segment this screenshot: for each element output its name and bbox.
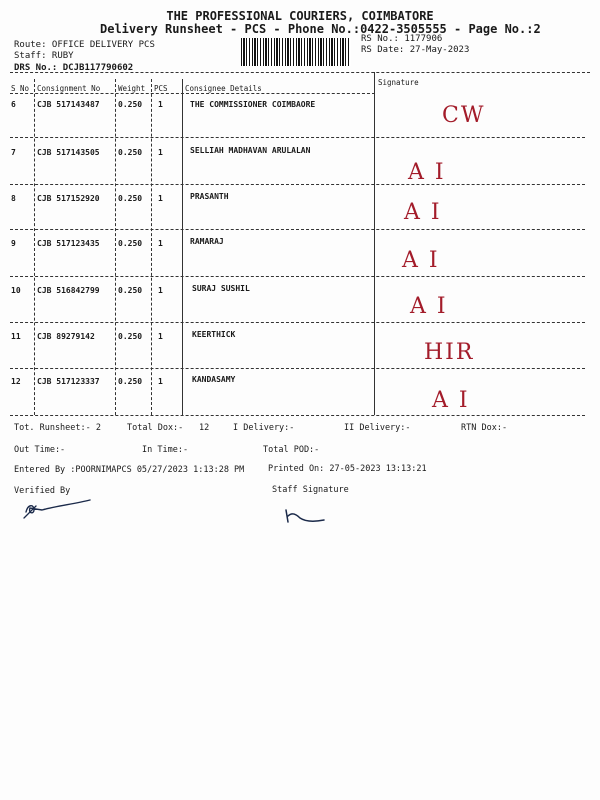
col-sep-5 [374,72,375,415]
row-divider [10,322,585,323]
row-consignee: SURAJ SUSHIL [192,284,250,293]
row-weight: 0.250 [118,239,143,248]
rs-date: RS Date: 27-May-2023 [361,45,470,55]
row-pcs: 1 [158,194,163,203]
row-sno: 7 [11,148,16,157]
row-pcs: 1 [158,148,163,157]
row-pcs: 1 [158,377,163,386]
runsheet-subtitle: Delivery Runsheet - PCS - Phone No.:0422-3505555 - Page No.:2 [100,22,541,36]
in-time: In Time:- [142,445,189,455]
row-sno: 12 [11,377,21,386]
row-divider [10,229,585,230]
table-bottom-rule [10,415,585,416]
row-signature: HIR [424,340,475,365]
row-divider [10,276,585,277]
row-weight: 0.250 [118,148,143,157]
row-divider [10,137,585,138]
row-pcs: 1 [158,100,163,109]
row-signature: A I [404,200,442,225]
row-pcs: 1 [158,332,163,341]
verified-by-label: Verified By [14,486,71,496]
row-consignment: CJB 517123435 [37,239,100,248]
row-weight: 0.250 [118,377,143,386]
col-sno: S No [11,84,30,93]
barcode-image [241,38,351,66]
row-signature: CW [442,103,486,128]
row-consignment: CJB 517123337 [37,377,100,386]
verifier-signature-scribble [22,496,94,520]
rtn-dox: RTN Dox:- [461,423,508,433]
staff-signature-scribble [282,506,330,526]
row-sno: 10 [11,286,21,295]
row-pcs: 1 [158,239,163,248]
col-pcs: PCS [154,84,168,93]
printed-on: Printed On: 27-05-2023 13:13:21 [268,464,427,474]
row-signature: A I [410,294,448,319]
row-signature: A I [432,388,470,413]
row-consignment: CJB 89279142 [37,332,95,341]
total-dox-label: Total Dox:- [127,423,184,433]
staff-label: Staff: RUBY [14,51,74,61]
i-delivery: I Delivery:- [233,423,295,433]
col-signature: Signature [378,78,419,87]
row-consignee: THE COMMISSIONER COIMBAORE [190,100,316,109]
table-top-rule [10,72,590,73]
company-title: THE PROFESSIONAL COURIERS, COIMBATORE [166,9,434,23]
row-signature: A I [402,248,440,273]
total-pod: Total POD:- [263,445,320,455]
staff-signature-label: Staff Signature [272,485,349,495]
row-sno: 6 [11,100,16,109]
row-weight: 0.250 [118,100,143,109]
col-consignment: Consignment No [37,84,101,93]
row-consignee: KANDASAMY [192,375,236,384]
out-time: Out Time:- [14,445,66,455]
col-sep-2 [115,79,116,415]
route-label: Route: OFFICE DELIVERY PCS [14,40,155,50]
col-sep-1 [34,79,35,415]
row-weight: 0.250 [118,332,143,341]
row-weight: 0.250 [118,194,143,203]
drs-number: DRS No.: DCJB117790602 [14,63,134,73]
total-dox-value: 12 [199,423,210,433]
ii-delivery: II Delivery:- [344,423,411,433]
row-consignee: SELLIAH MADHAVAN ARULALAN [190,146,311,155]
col-consignee: Consignee Details [185,84,262,93]
row-consignee: PRASANTH [190,192,229,201]
row-weight: 0.250 [118,286,143,295]
row-pcs: 1 [158,286,163,295]
row-consignee: RAMARAJ [190,237,224,246]
row-sno: 9 [11,239,16,248]
row-consignment: CJB 516842799 [37,286,100,295]
total-runsheet: Tot. Runsheet:- 2 [14,423,101,433]
row-consignment: CJB 517143487 [37,100,100,109]
row-signature: A I [408,160,446,185]
row-sno: 11 [11,332,21,341]
row-divider [10,184,585,185]
row-divider [10,368,585,369]
col-weight: Weight [118,84,146,93]
row-consignment: CJB 517143505 [37,148,100,157]
table-header-rule [10,93,375,94]
rs-number: RS No.: 1177906 [361,34,443,44]
row-sno: 8 [11,194,16,203]
row-consignment: CJB 517152920 [37,194,100,203]
col-sep-4 [182,79,183,415]
entered-by: Entered By :POORNIMAPCS 05/27/2023 1:13:28 PM [14,465,245,475]
col-sep-3 [151,79,152,415]
row-consignee: KEERTHICK [192,330,236,339]
